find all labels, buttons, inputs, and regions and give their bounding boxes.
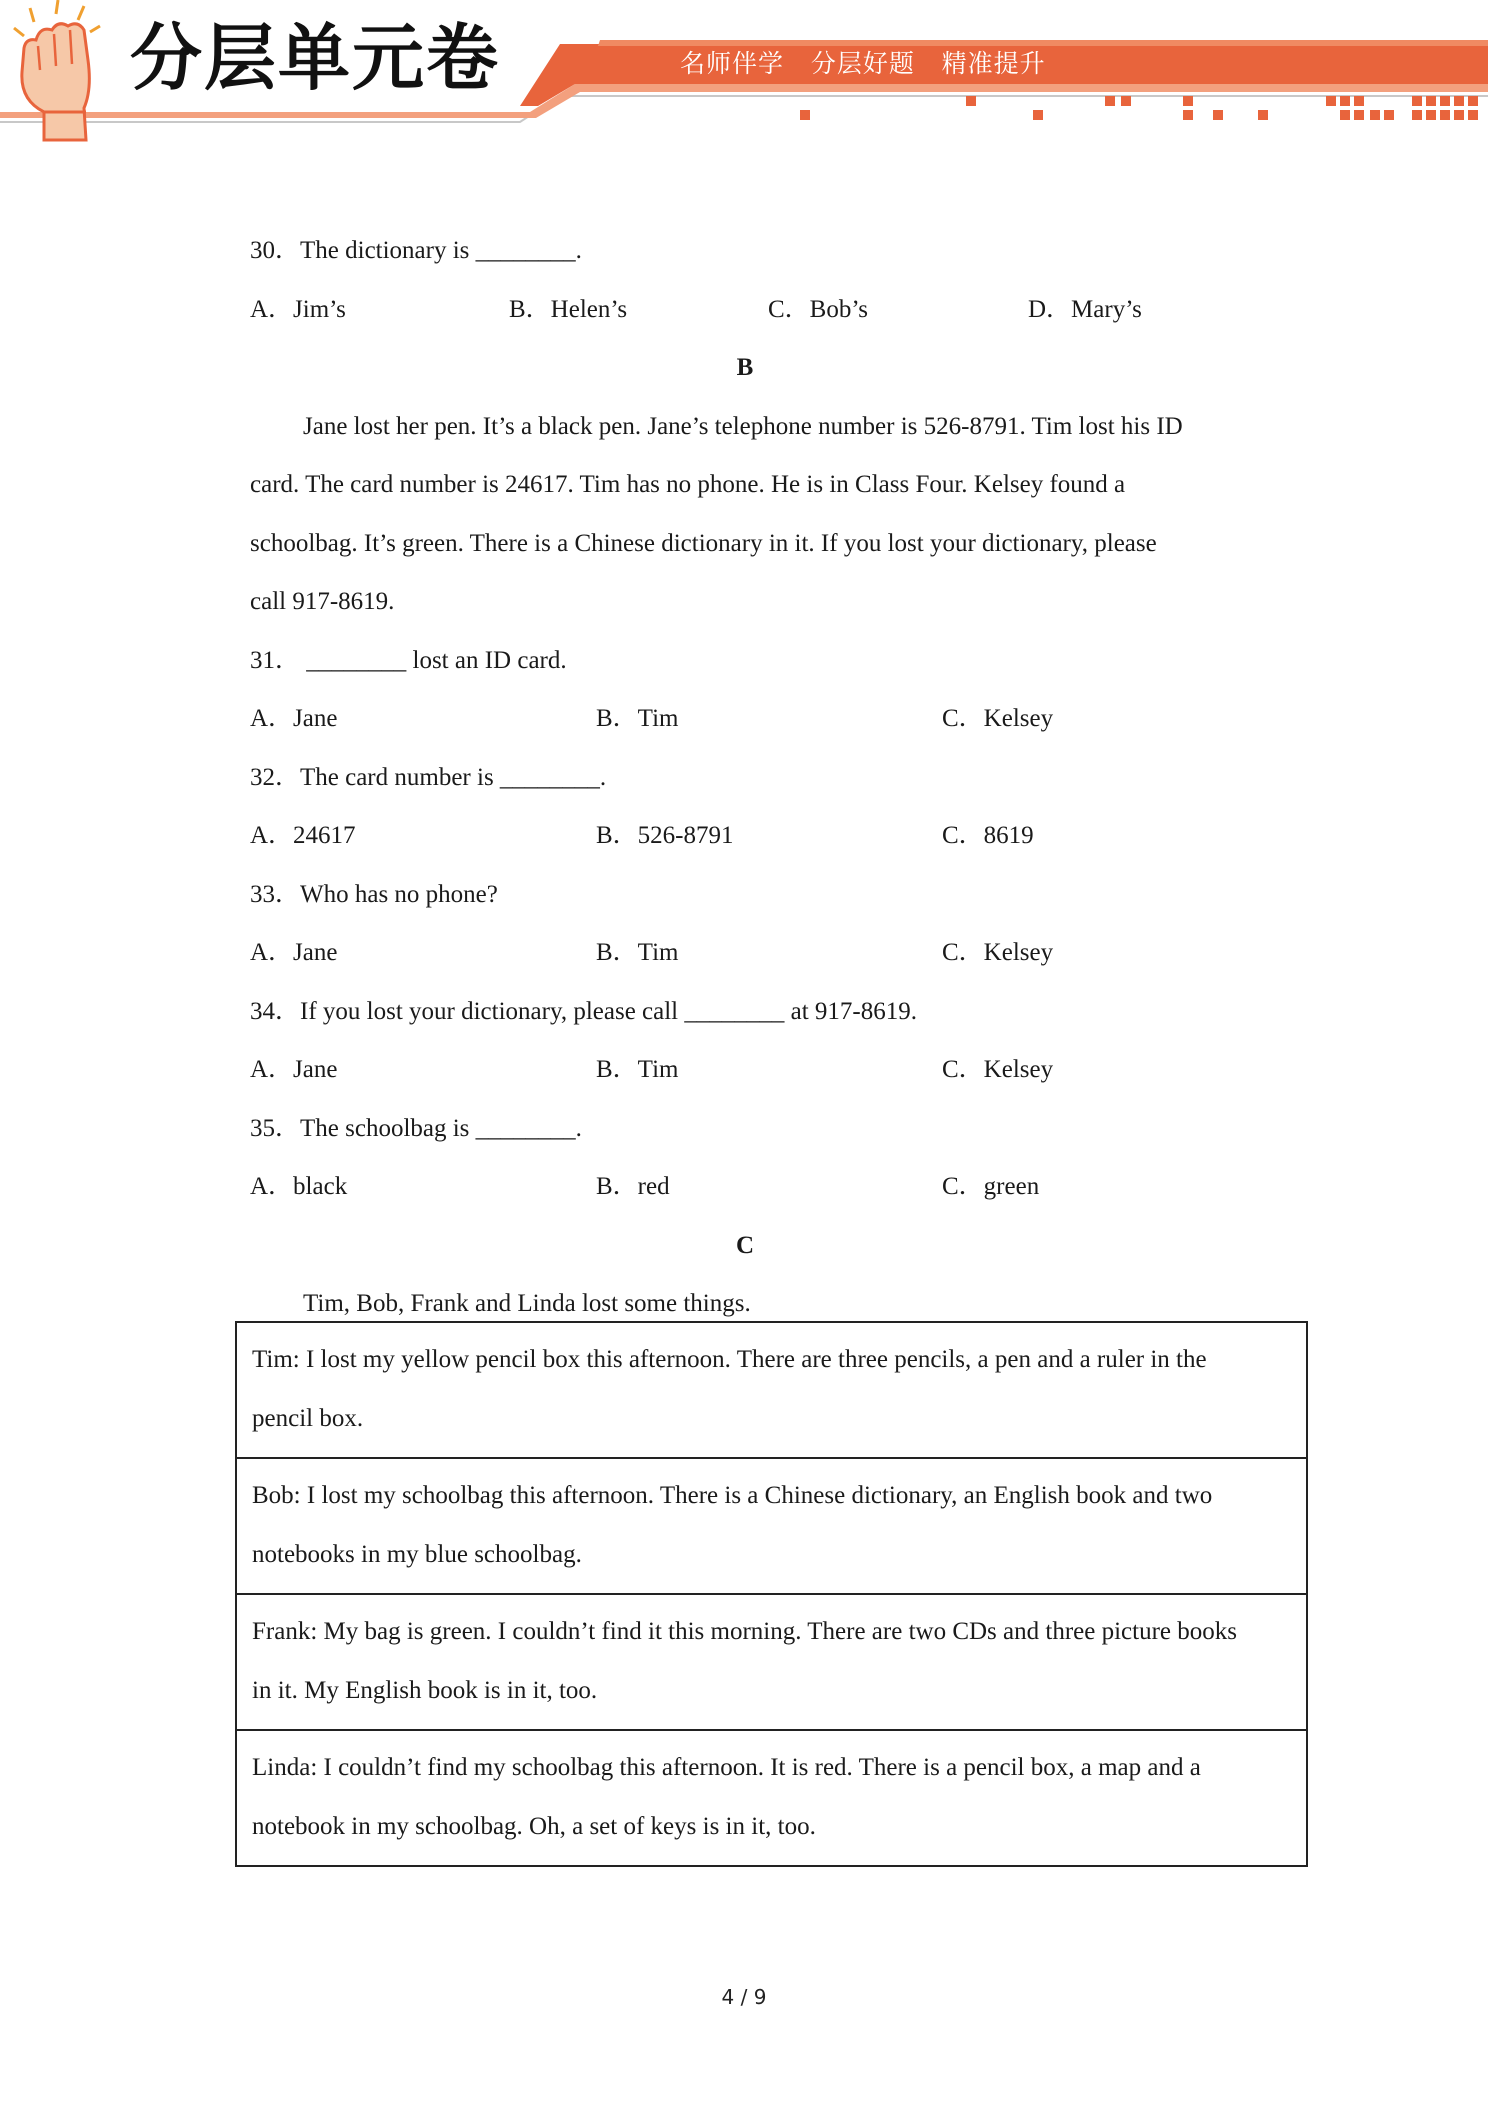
- table-row-text: Tim: I lost my yellow pencil box this afternoon. There are three pencils, a pen and a ruler in the: [252, 1346, 1207, 1373]
- question-33-stem: 33．Who has no phone?: [250, 880, 498, 908]
- option-c[interactable]: C．8619: [942, 822, 1034, 849]
- table-row-text: Frank: My bag is green. I couldn’t find it this morning. There are two CDs and three picture books: [252, 1618, 1237, 1645]
- question-33-options: [250, 924, 1310, 983]
- option-a[interactable]: A．black: [250, 1173, 348, 1200]
- option-a[interactable]: A．Jane: [250, 705, 338, 732]
- page-header: [0, 0, 1488, 150]
- option-b[interactable]: B．red: [596, 1173, 670, 1200]
- question-30-options: [250, 281, 1310, 340]
- question-32-stem: 32．The card number is ________.: [250, 763, 607, 791]
- question-30-stem: 30．The dictionary is ________.: [250, 237, 582, 264]
- option-c[interactable]: C．Kelsey: [942, 1056, 1054, 1083]
- brand-title: 分层单元卷: [130, 16, 501, 100]
- lost-items-table: [235, 1321, 1308, 1867]
- question-34-options: [250, 1041, 1310, 1100]
- question-34-stem: 34．If you lost your dictionary, please call ________ at 917-8619.: [250, 997, 917, 1025]
- table-row: [237, 1729, 1306, 1865]
- table-row-text: in it. My English book is in it, too.: [252, 1676, 598, 1704]
- question-35-stem: 35．The schoolbag is ________.: [250, 1114, 582, 1142]
- option-b[interactable]: B．Helen’s: [509, 295, 628, 323]
- option-a[interactable]: A．Jim’s: [250, 295, 346, 323]
- option-c[interactable]: C．Bob’s: [768, 295, 869, 323]
- option-b[interactable]: B．Tim: [596, 939, 679, 966]
- table-row: [237, 1323, 1306, 1457]
- question-31-options: [250, 690, 1310, 749]
- option-c[interactable]: C．Kelsey: [942, 705, 1054, 732]
- table-row: [237, 1593, 1306, 1729]
- passage-b-line: call 917-8619.: [250, 588, 395, 615]
- option-a[interactable]: A．24617: [250, 822, 356, 849]
- table-row-text: notebooks in my blue schoolbag.: [252, 1540, 582, 1568]
- option-c[interactable]: C．green: [942, 1173, 1040, 1200]
- question-32-options: [250, 807, 1310, 866]
- option-d[interactable]: D．Mary’s: [1028, 295, 1142, 323]
- section-c-intro: Tim, Bob, Frank and Linda lost some things.: [303, 1290, 751, 1317]
- option-b[interactable]: B．Tim: [596, 705, 679, 732]
- option-b[interactable]: B．526-8791: [596, 822, 734, 849]
- dot-pattern: [800, 96, 1478, 120]
- table-row: [237, 1457, 1306, 1593]
- table-row-text: Bob: I lost my schoolbag this afternoon. There is a Chinese dictionary, an English book and two: [252, 1482, 1213, 1509]
- passage-b-line: card. The card number is 24617. Tim has no phone. He is in Class Four. Kelsey found a: [250, 471, 1126, 498]
- option-c[interactable]: C．Kelsey: [942, 939, 1054, 966]
- fist-icon: [14, 0, 100, 140]
- question-31-stem: 31． ________ lost an ID card.: [250, 646, 567, 674]
- section-c-heading: C: [735, 1231, 755, 1259]
- option-a[interactable]: A．Jane: [250, 1056, 338, 1083]
- worksheet-content: [250, 222, 1310, 1334]
- header-slogan: 名师伴学 分层好题 精准提升: [680, 49, 1046, 78]
- option-a[interactable]: A．Jane: [250, 939, 338, 966]
- section-b-heading: B: [736, 354, 754, 381]
- table-row-text: notebook in my schoolbag. Oh, a set of keys is in it, too.: [252, 1812, 816, 1840]
- question-35-options: [250, 1158, 1310, 1217]
- option-b[interactable]: B．Tim: [596, 1056, 679, 1083]
- passage-b-line: schoolbag. It’s green. There is a Chinese dictionary in it. If you lost your dictionary, please: [250, 529, 1157, 557]
- passage-b-line: Jane lost her pen. It’s a black pen. Jane’s telephone number is 526-8791. Tim lost his ID: [303, 412, 1183, 440]
- table-row-text: pencil box.: [252, 1404, 364, 1432]
- page-number: 4 / 9: [721, 1985, 767, 2009]
- table-row-text: Linda: I couldn’t find my schoolbag this afternoon. It is red. There is a pencil box, a map and a: [252, 1754, 1201, 1781]
